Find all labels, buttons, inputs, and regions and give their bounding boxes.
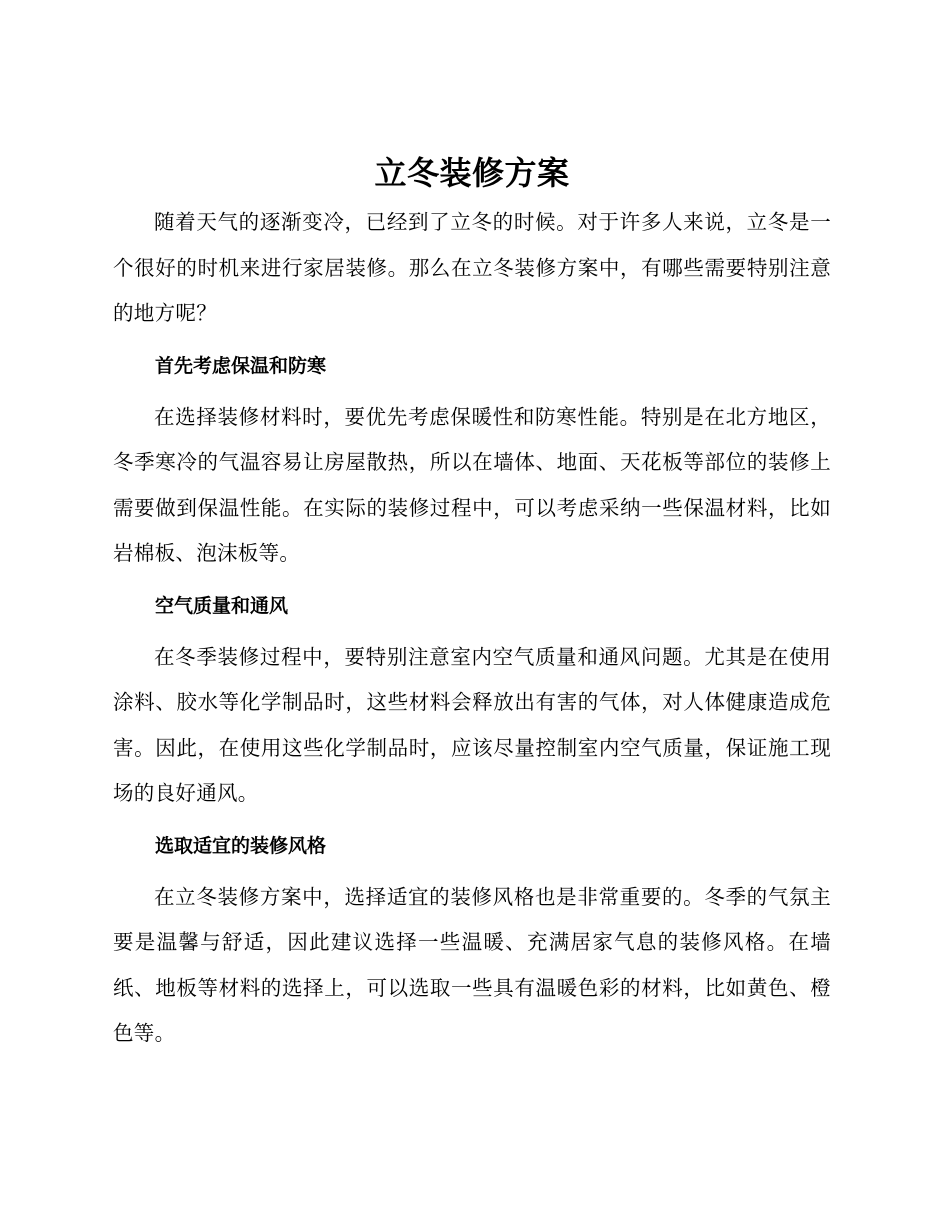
spacer: [113, 628, 831, 635]
section-body-air-quality: 在冬季装修过程中，要特别注意室内空气质量和通风问题。尤其是在使用涂料、胶水等化学制品时，这些材料会释放出有害的气体，对人体健康造成危害。因此，在使用这些化学制品时，应该尽量控制室内空气质量，保证施工现场的良好通风。: [113, 644, 831, 805]
section-heading-style: 选取适宜的装修风格: [155, 834, 327, 857]
intro-paragraph: 随着天气的逐渐变冷，已经到了立冬的时候。对于许多人来说，立冬是一个很好的时机来进行家居装修。那么在立冬装修方案中，有哪些需要特别注意的地方呢？: [113, 210, 831, 325]
spacer: [113, 577, 831, 584]
spacer: [113, 388, 831, 395]
section-body-style: 在立冬装修方案中，选择适宜的装修风格也是非常重要的。冬季的气氛主要是温馨与舒适，因此建议选择一些温暖、充满居家气息的装修风格。在墙纸、地板等材料的选择上，可以选取一些具有温暖色彩的材料，比如黄色、橙色等。: [113, 884, 831, 1045]
document-title: 立冬装修方案: [374, 154, 570, 192]
document-body: [113, 146, 831, 1057]
spacer: [113, 337, 831, 344]
section-heading-insulation: 首先考虑保温和防寒: [155, 354, 327, 377]
spacer: [113, 868, 831, 875]
section-body-insulation: 在选择装修材料时，要优先考虑保暖性和防寒性能。特别是在北方地区，冬季寒冷的气温容易让房屋散热，所以在墙体、地面、天花板等部位的装修上需要做到保温性能。在实际的装修过程中，可以考虑采纳一些保温材料，比如岩棉板、泡沫板等。: [113, 404, 831, 565]
spacer: [113, 817, 831, 824]
section-heading-air-quality: 空气质量和通风: [155, 594, 289, 617]
